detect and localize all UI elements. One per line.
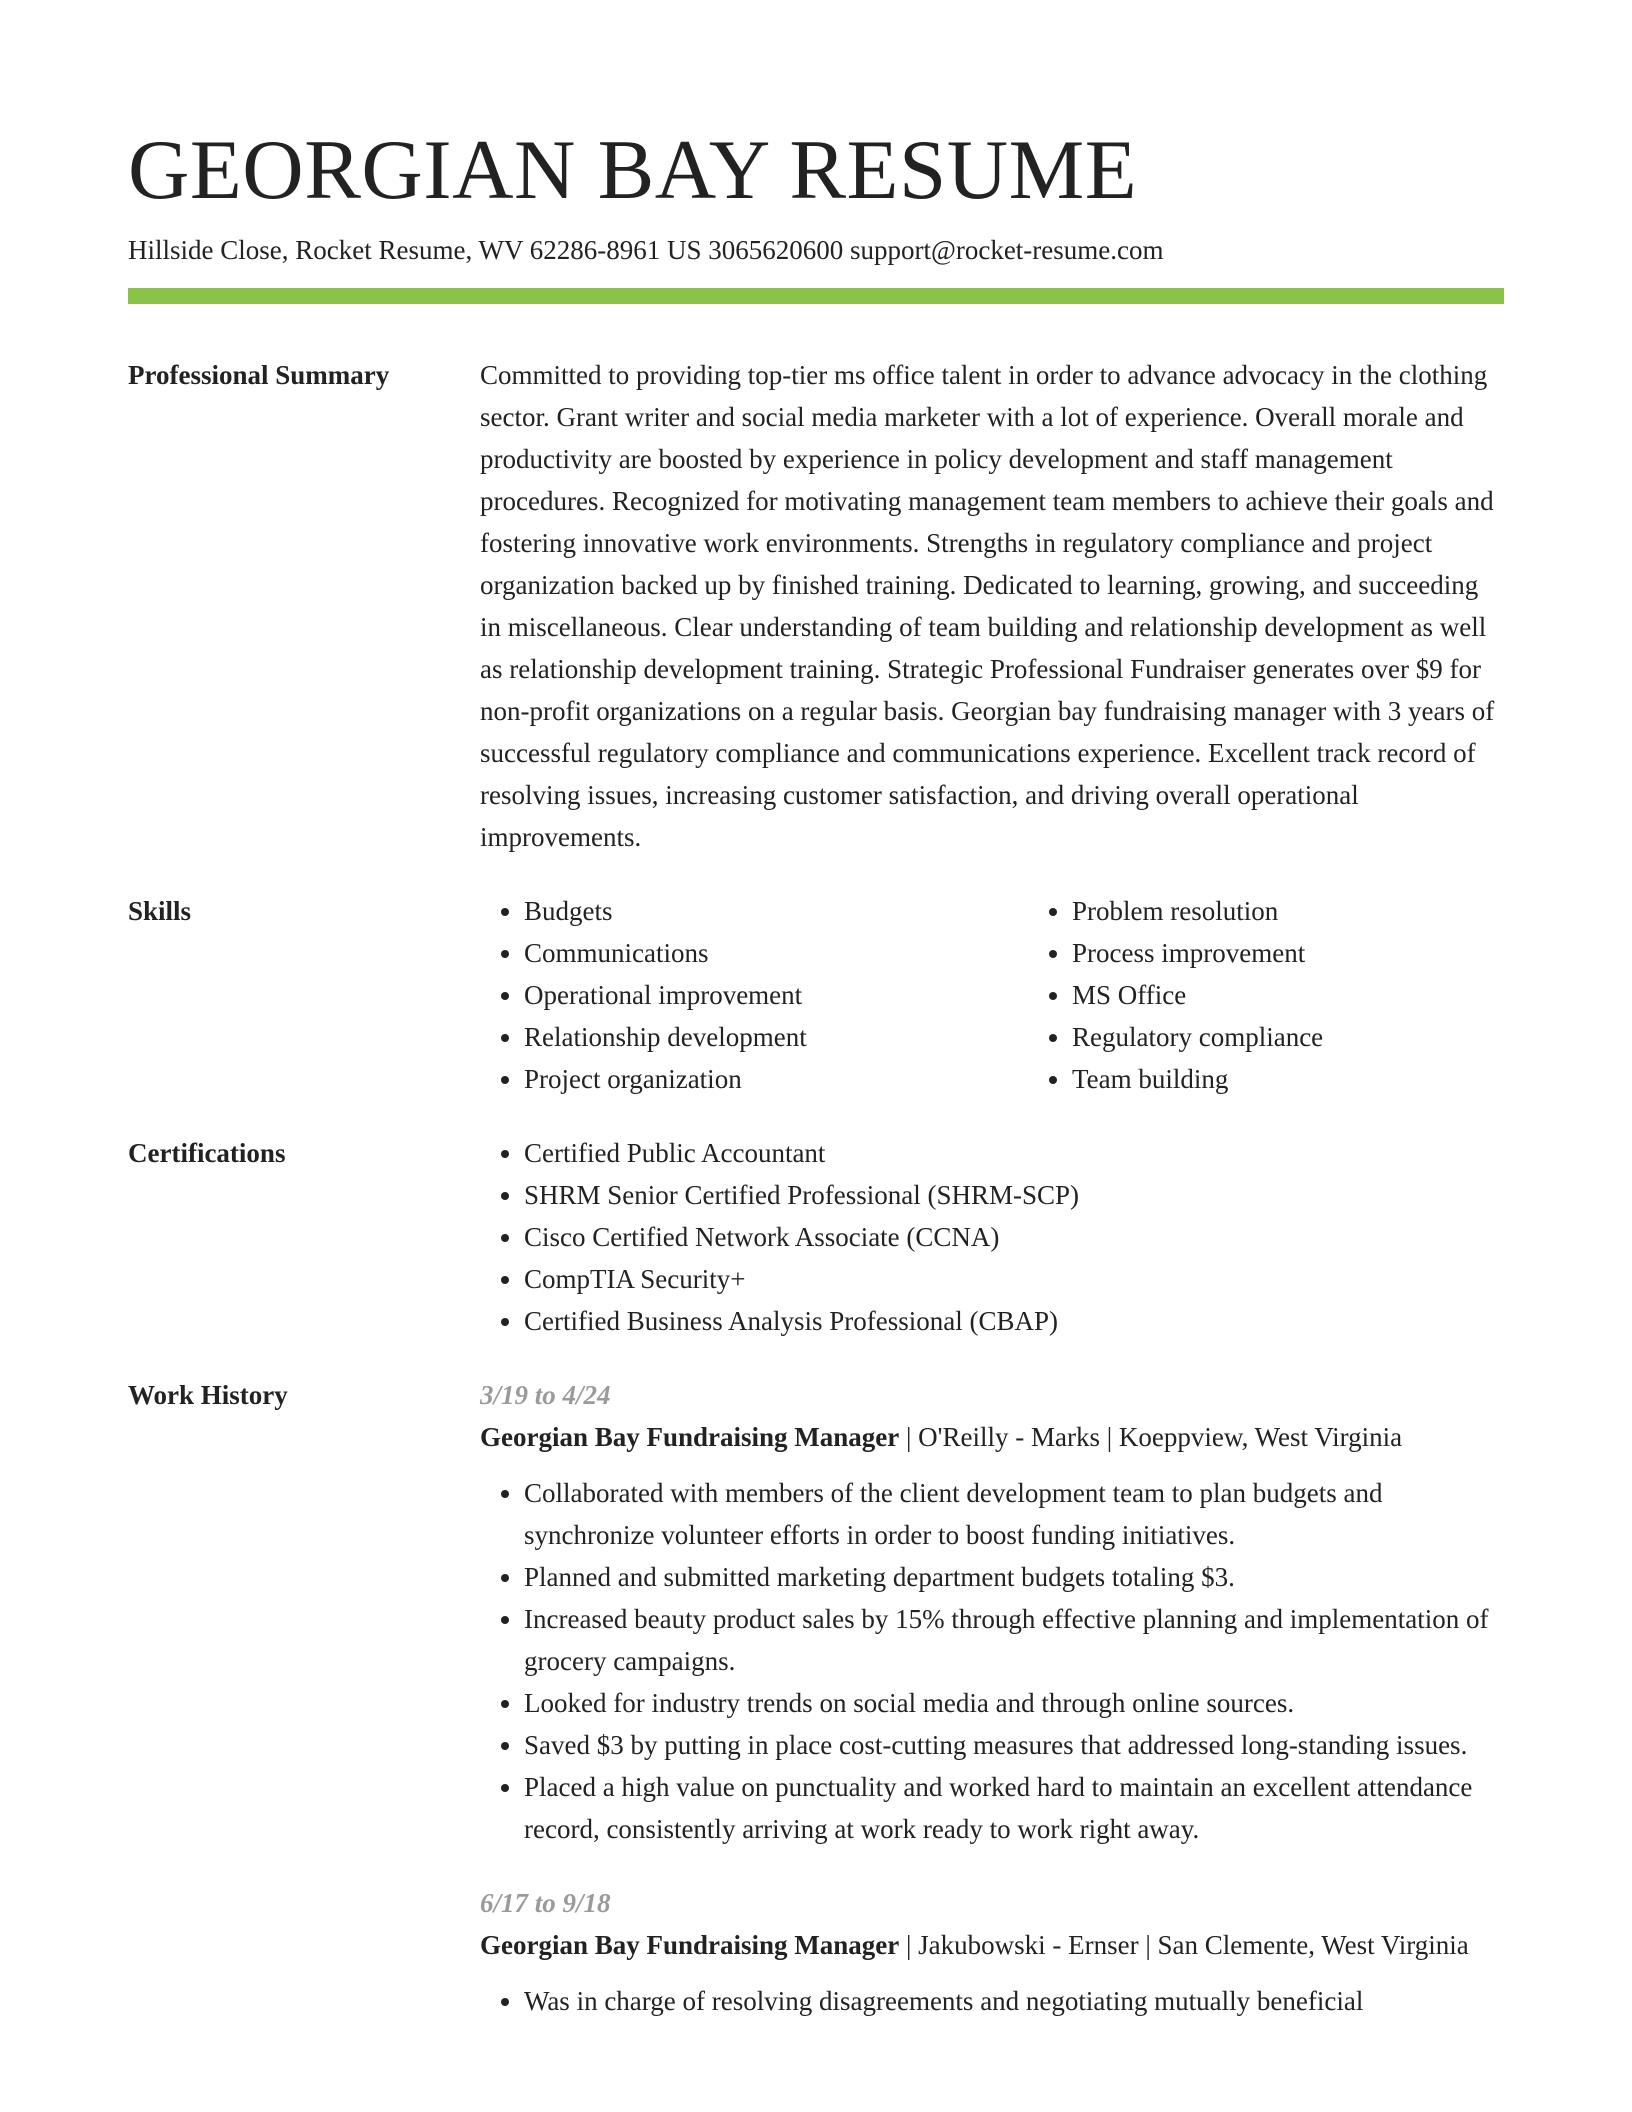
skill-item: • Operational improvement xyxy=(524,974,1028,1016)
job-heading xyxy=(480,1416,1504,1458)
work-history-section xyxy=(128,1374,1504,2022)
skills-section xyxy=(128,890,1504,1100)
skill-item: • Relationship development xyxy=(524,1016,1028,1058)
certification-item: • SHRM Senior Certified Professional (SHRM-SCP) xyxy=(524,1174,1504,1216)
summary-body xyxy=(480,354,1504,858)
skill-item: • Project organization xyxy=(524,1058,1028,1100)
job-details: | Jakubowski - Ernser | San Clemente, West Virginia xyxy=(899,1930,1469,1960)
section-title-work-history: Work History xyxy=(128,1380,288,1410)
section-title-summary: Professional Summary xyxy=(128,360,390,390)
job-bullet: • Placed a high value on punctuality and worked hard to maintain an excellent attendance record, consistently arriving at work ready to work right away. xyxy=(524,1766,1504,1850)
certification-item: • CompTIA Security+ xyxy=(524,1258,1504,1300)
job-bullet: • Planned and submitted marketing department budgets totaling $3. xyxy=(524,1556,1504,1598)
certification-item: • Certified Public Accountant xyxy=(524,1132,1504,1174)
certifications-list xyxy=(480,1132,1504,1342)
accent-divider xyxy=(128,288,1504,304)
work-history-body xyxy=(480,1374,1504,2022)
summary-section xyxy=(128,354,1504,858)
job-bullet: • Collaborated with members of the client development team to plan budgets and synchronize volunteer efforts in order to boost funding initiatives. xyxy=(524,1472,1504,1556)
skill-item: • MS Office xyxy=(1072,974,1576,1016)
job-bullets xyxy=(480,1980,1504,2022)
job-title: Georgian Bay Fundraising Manager xyxy=(480,1930,900,1960)
certification-item: • Certified Business Analysis Professional (CBAP) xyxy=(524,1300,1504,1342)
section-title-skills: Skills xyxy=(128,896,192,926)
job-heading xyxy=(480,1924,1504,1966)
job-dates: 3/19 to 4/24 xyxy=(480,1380,611,1410)
skill-item: • Team building xyxy=(1072,1058,1576,1100)
job-entry xyxy=(480,1882,1504,2022)
resume-page xyxy=(128,0,1504,2022)
skills-column-1 xyxy=(480,890,1028,1100)
skills-body xyxy=(480,890,1576,1100)
section-title-certifications: Certifications xyxy=(128,1138,286,1168)
job-bullet: • Saved $3 by putting in place cost-cutting measures that addressed long-standing issues. xyxy=(524,1724,1504,1766)
skill-item: • Problem resolution xyxy=(1072,890,1576,932)
job-bullet: • Looked for industry trends on social media and through online sources. xyxy=(524,1682,1504,1724)
summary-text: Committed to providing top-tier ms office talent in order to advance advocacy in the clothing sector. Grant writer and social media marketer with a lot of experience. Overall morale and productivity are boosted by experience in policy development and staff management procedures. Recognized for motivating management team members to achieve their goals and fostering innovative work environments. Strengths in regulatory compliance and project organization backed up by finished training. Dedicated to learning, growing, and succeeding in miscellaneous. Clear understanding of team building and relationship development as well as relationship development training. Strategic Professional Fundraiser generates over $9 for non-profit organizations on a regular basis. Georgian bay fundraising manager with 3 years of successful regulatory compliance and communications experience. Excellent track record of resolving issues, increasing customer satisfaction, and driving overall operational improvements. xyxy=(480,360,1495,852)
job-bullet: • Increased beauty product sales by 15% through effective planning and implementation of grocery campaigns. xyxy=(524,1598,1504,1682)
skill-item: • Process improvement xyxy=(1072,932,1576,974)
resume-name: GEORGIAN BAY RESUME xyxy=(128,123,1138,217)
job-bullets xyxy=(480,1472,1504,1850)
skills-column-2 xyxy=(1028,890,1576,1100)
job-title: Georgian Bay Fundraising Manager xyxy=(480,1422,900,1452)
job-dates: 6/17 to 9/18 xyxy=(480,1888,611,1918)
job-bullet: • Was in charge of resolving disagreements and negotiating mutually beneficial xyxy=(524,1980,1504,2022)
certification-item: • Cisco Certified Network Associate (CCNA) xyxy=(524,1216,1504,1258)
certifications-section xyxy=(128,1132,1504,1342)
contact-line: Hillside Close, Rocket Resume, WV 62286-8961 US 3065620600 support@rocket-resume.com xyxy=(128,235,1164,265)
job-details: | O'Reilly - Marks | Koeppview, West Virginia xyxy=(899,1422,1403,1452)
skill-item: • Budgets xyxy=(524,890,1028,932)
job-entry xyxy=(480,1374,1504,1850)
skill-item: • Communications xyxy=(524,932,1028,974)
skill-item: • Regulatory compliance xyxy=(1072,1016,1576,1058)
certifications-body xyxy=(480,1132,1504,1342)
